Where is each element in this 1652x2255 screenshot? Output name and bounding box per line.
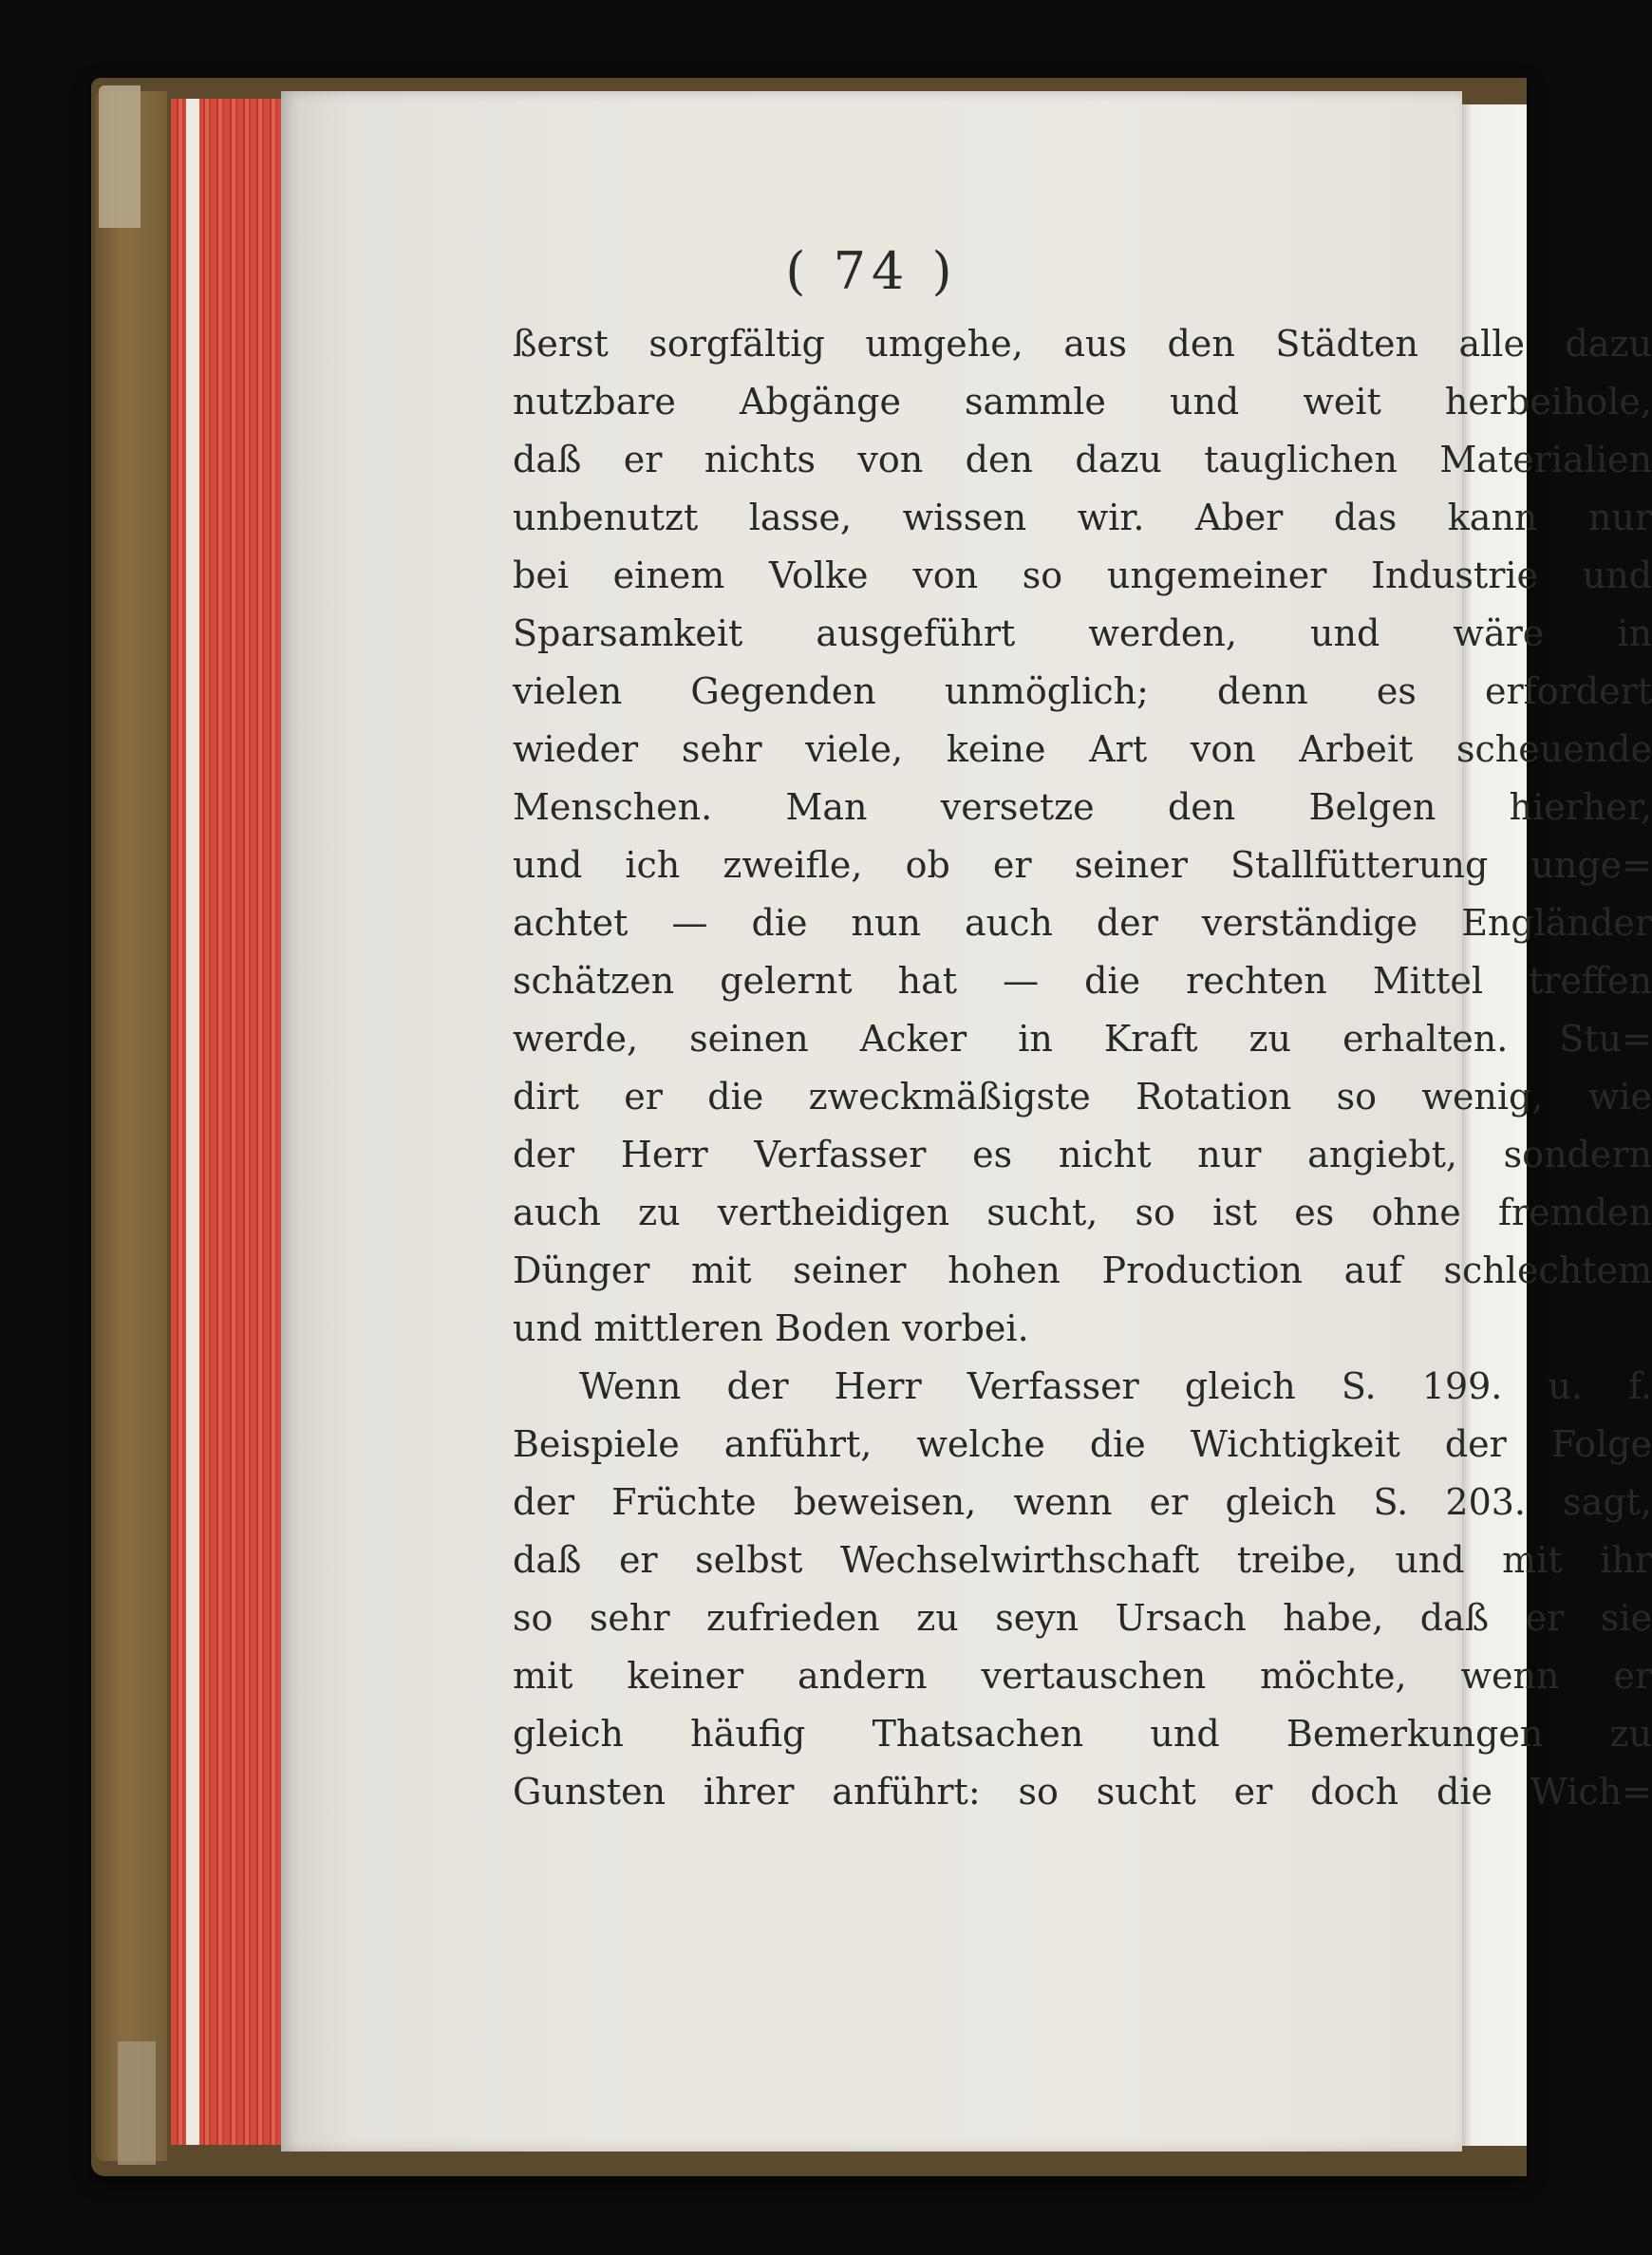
text-line: Sparsamkeit ausgeführt werden, und wäre in: [513, 612, 1652, 654]
text-line: so sehr zufrieden zu seyn Ursach habe, daß er sie: [513, 1597, 1652, 1639]
cover-worn-corner-top: [99, 85, 141, 228]
text-line: vielen Gegenden unmöglich; denn es erfordert: [513, 670, 1652, 712]
text-line: daß er selbst Wechselwirthschaft treibe, und mit ihr: [513, 1539, 1652, 1581]
text-line: Menschen. Man versetze den Belgen hierher,: [513, 786, 1652, 828]
paragraph-end-line: und mittleren Boden vorbei.: [513, 1307, 1029, 1349]
text-line: dirt er die zweckmäßigste Rotation so wenig, wie: [513, 1076, 1652, 1118]
text-line: der Früchte beweisen, wenn er gleich S. 203. sagt,: [513, 1481, 1652, 1523]
text-line: auch zu vertheidigen sucht, so ist es ohne fremden: [513, 1192, 1652, 1233]
paragraph-start-line: Wenn der Herr Verfasser gleich S. 199. u. f.: [579, 1365, 1652, 1407]
cover-worn-corner-bottom: [118, 2041, 156, 2165]
text-line: bei einem Volke von so ungemeiner Industrie und: [513, 554, 1652, 596]
text-line: gleich häufig Thatsachen und Bemerkungen zu: [513, 1713, 1652, 1755]
book-page: [281, 91, 1652, 2152]
text-line: ßerst sorgfältig umgehe, aus den Städten alle dazu: [513, 323, 1652, 365]
text-line: unbenutzt lasse, wissen wir. Aber das kann nur: [513, 497, 1652, 538]
book-cover-edge: [95, 91, 167, 2161]
text-line: daß er nichts von den dazu tauglichen Materialien: [513, 439, 1652, 480]
text-line: mit keiner andern vertauschen möchte, wenn er: [513, 1655, 1652, 1697]
text-line: schätzen gelernt hat — die rechten Mittel treffen: [513, 960, 1652, 1002]
text-line: der Herr Verfasser es nicht nur angiebt, sondern: [513, 1134, 1652, 1175]
page-body-text: [513, 315, 1652, 1821]
text-line: Gunsten ihrer anführt: so sucht er doch die Wich=: [513, 1771, 1652, 1813]
text-line: wieder sehr viele, keine Art von Arbeit scheuende: [513, 728, 1652, 770]
page-number: ( 74 ): [785, 241, 958, 301]
text-line: Beispiele anführt, welche die Wichtigkeit der Folge: [513, 1423, 1652, 1465]
text-line: achtet — die nun auch der verständige Engländer: [513, 902, 1652, 944]
text-line: werde, seinen Acker in Kraft zu erhalten. Stu=: [513, 1018, 1652, 1060]
text-line: und ich zweifle, ob er seiner Stallfütterung unge=: [513, 844, 1652, 886]
text-line: Dünger mit seiner hohen Production auf schlechtem: [513, 1250, 1652, 1291]
text-line: nutzbare Abgänge sammle und weit herbeihole,: [513, 381, 1652, 423]
page-edge-white-strip: [186, 99, 199, 2145]
